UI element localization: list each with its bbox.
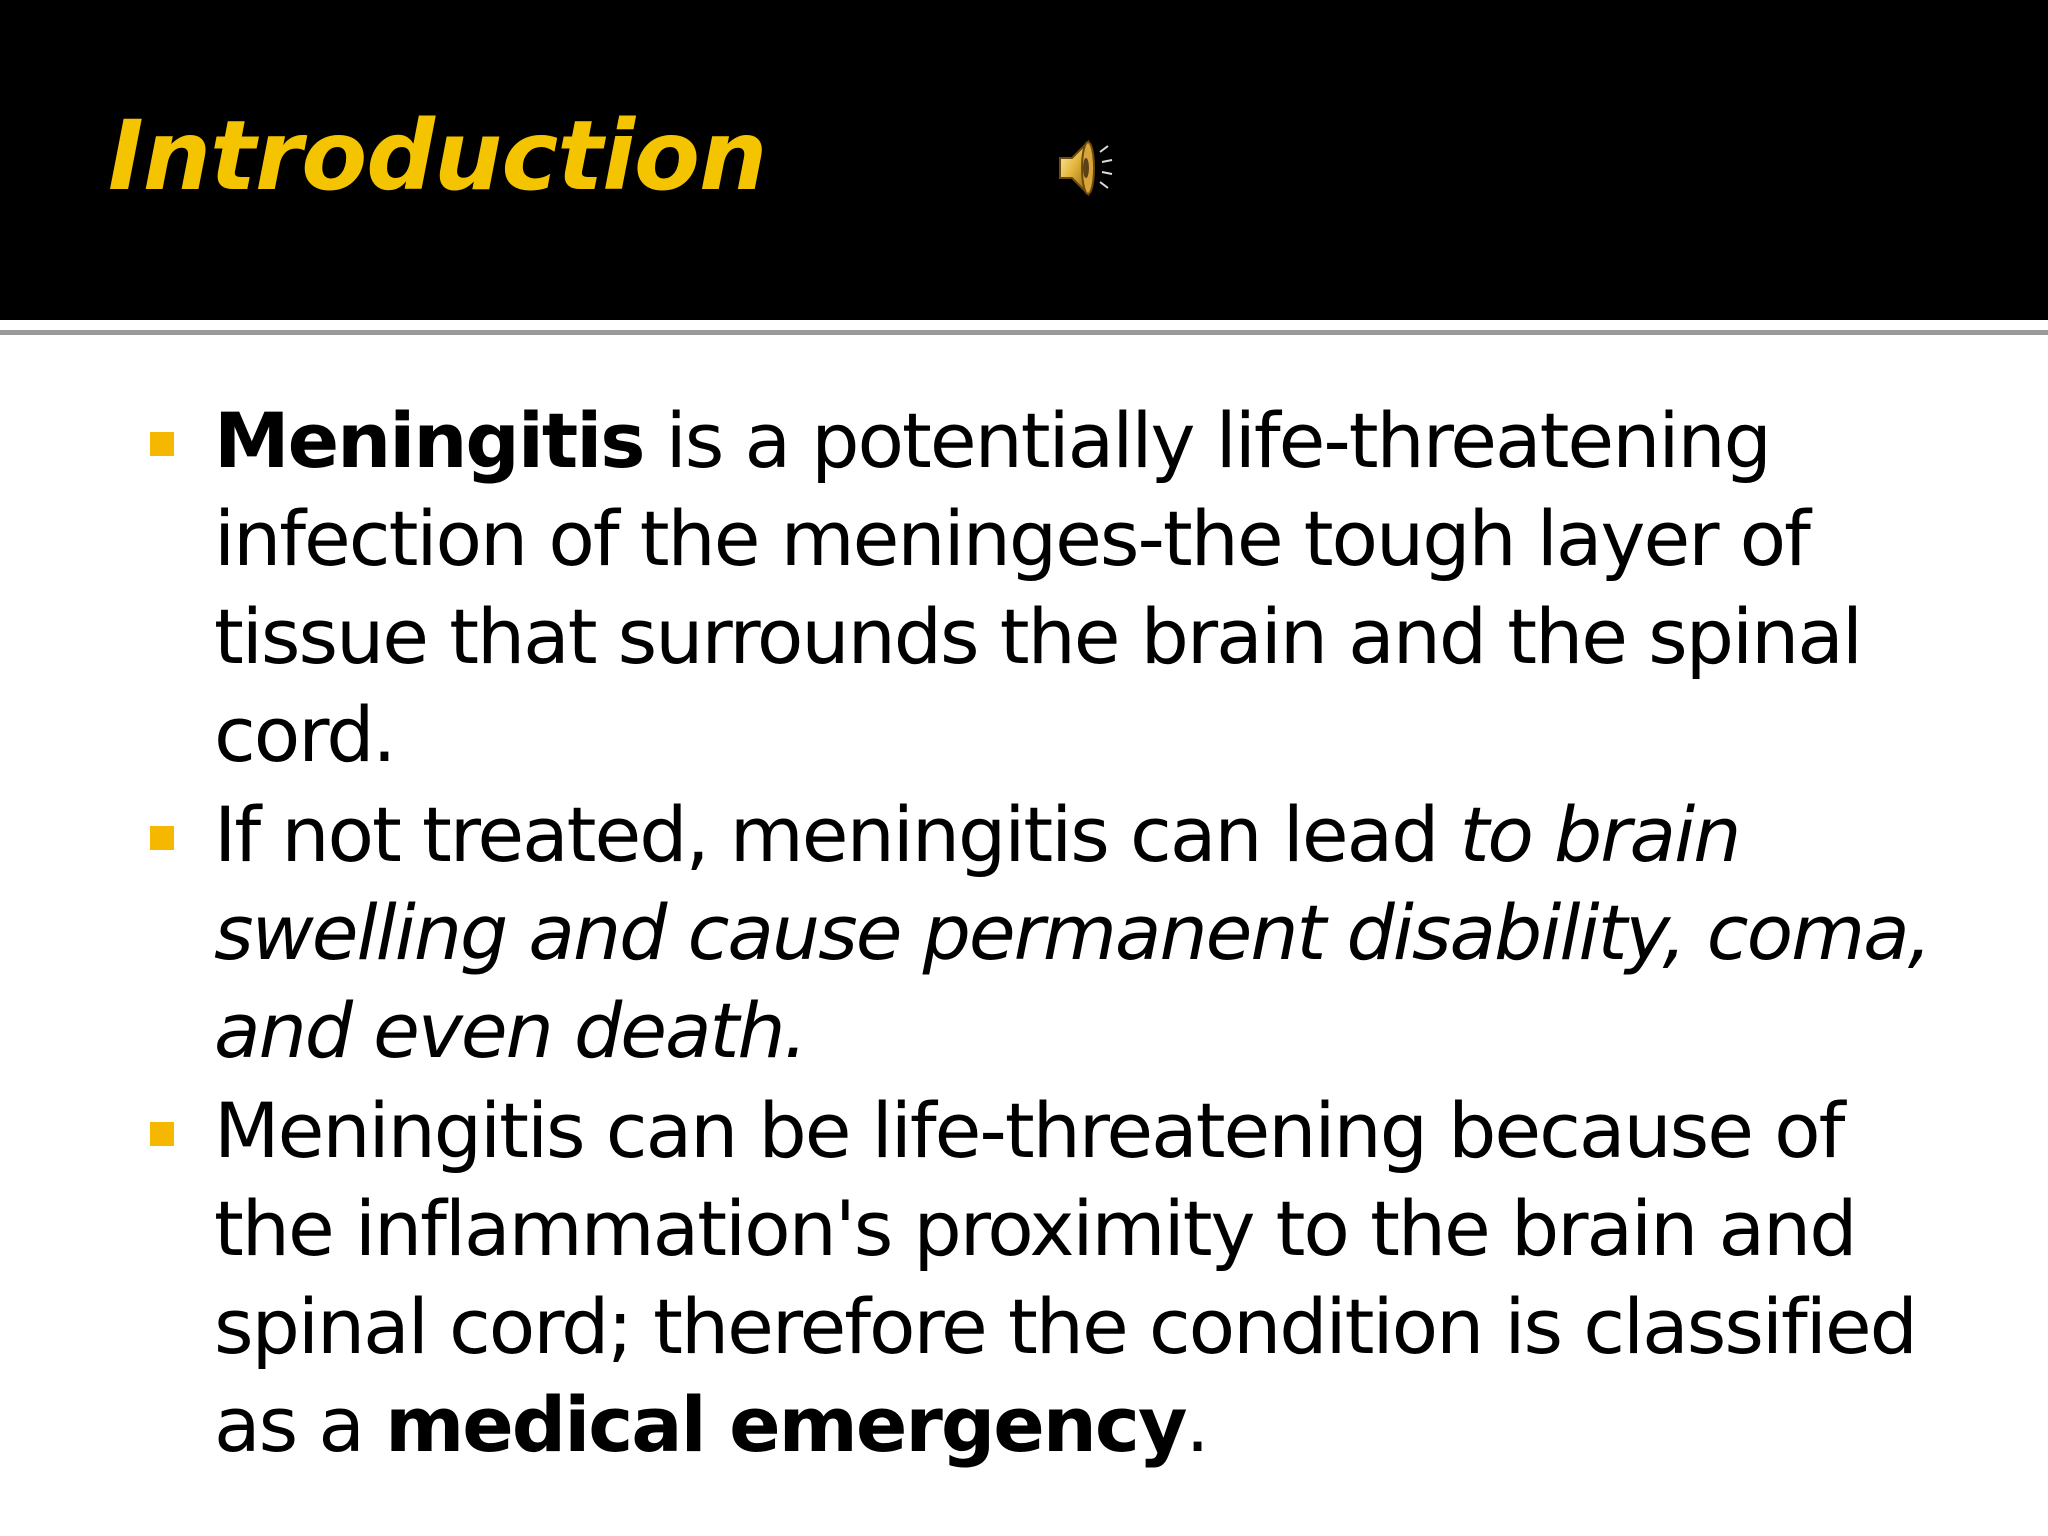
bullet-text-rest: is a potentially life-threatening infection of the meninges-the tough layer of tissue that surrounds the brain and the spinal cord. xyxy=(214,396,1861,779)
bullet-marker xyxy=(150,1122,174,1146)
bold-term: medical emergency xyxy=(385,1380,1186,1469)
bullet-marker xyxy=(150,432,174,456)
italic-phrase: to brain swelling and cause permanent disability, coma, and even death. xyxy=(214,790,1930,1075)
bullet-text-1 xyxy=(214,392,1974,784)
bullet-text-lead: Meningitis can be life-threatening because of the inflammation's proximity to the brain and spinal cord; therefore the condition is classified as a xyxy=(214,1086,1916,1469)
bullet-text-end: . xyxy=(1185,1380,1208,1469)
bullet-text-3 xyxy=(214,1082,1974,1474)
bullet-text-lead: If not treated, meningitis can lead xyxy=(214,790,1460,879)
bold-term: Meningitis xyxy=(214,396,644,485)
slide-title: Introduction xyxy=(108,100,767,212)
bullet-text-2 xyxy=(214,786,1974,1080)
bullet-marker xyxy=(150,826,174,850)
